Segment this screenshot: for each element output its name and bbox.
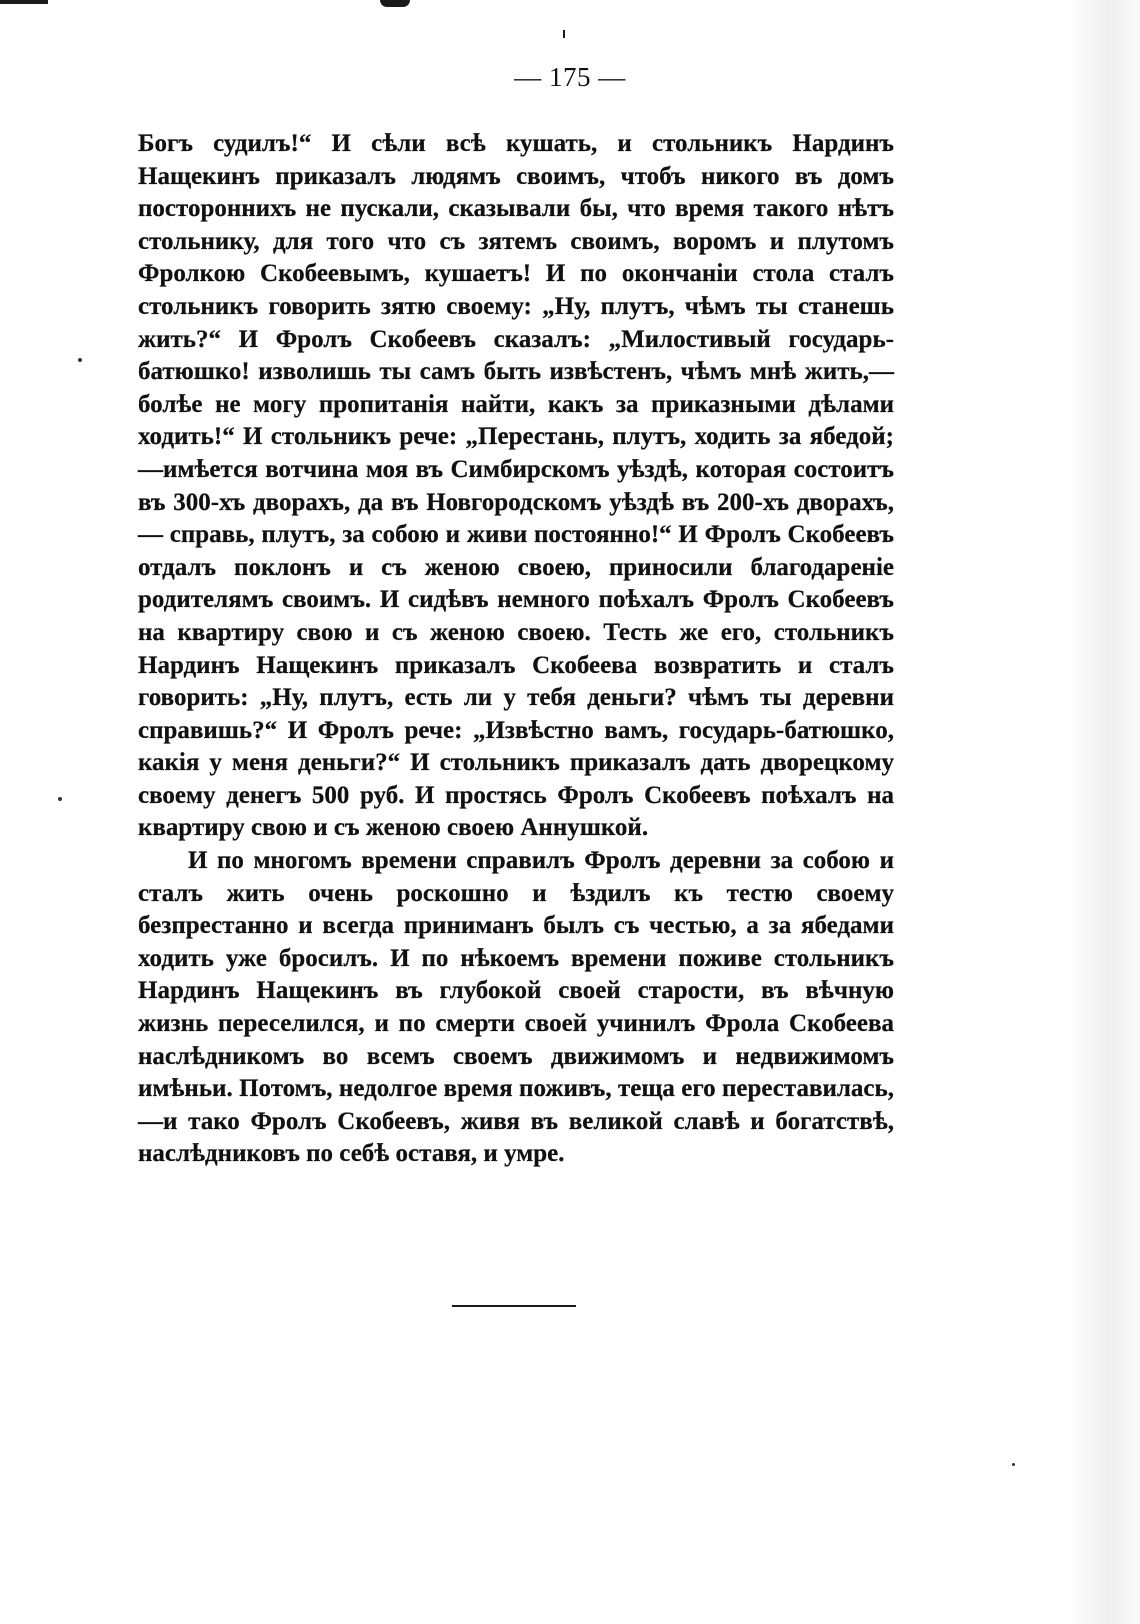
text-body [138,128,894,1171]
scan-mark-right [563,30,565,38]
margin-dot-upper [78,358,82,362]
end-divider [452,1305,576,1307]
scan-mark-left [0,0,48,4]
page-edge-shadow [1070,0,1140,1624]
page-number: — 175 — [514,62,626,92]
margin-dot-lower [58,797,62,801]
paragraph-1: Богъ судилъ!“ И сѣли всѣ кушать, и стольникъ Нардинъ Нащекинъ приказалъ людямъ своимъ, чтобъ никого въ домъ постороннихъ не пускали, сказывали бы, что время такого нѣтъ стольнику, для того что съ зятемъ своимъ, воромъ и плутомъ Фролкою Скобеевымъ, кушаетъ! И по окончаніи стола сталъ стольникъ говорить зятю своему: „Ну, плутъ, чѣмъ ты станешь жить?“ И Фролъ Скобеевъ сказалъ: „Милостивый государь-батюшко! изволишь ты самъ быть извѣстенъ, чѣмъ мнѣ жить,—болѣе не могу пропитанія найти, какъ за приказными дѣлами ходить!“ И стольникъ рече: „Перестань, плутъ, ходить за ябедой;—имѣется вотчина моя въ Симбирскомъ уѣздѣ, которая состоитъ въ 300-хъ дворахъ, да въ Новгородскомъ уѣздѣ въ 200-хъ дворахъ, — справь, плутъ, за собою и живи постоянно!“ И Фролъ Скобеевъ отдалъ поклонъ и съ женою своею, приносили благодареніе родителямъ своимъ. И сидѣвъ немного поѣхалъ Фролъ Скобеевъ на квартиру свою и съ женою своею. Тесть же его, стольникъ Нардинъ Нащекинъ приказалъ Скобеева возвратить и сталъ говорить: „Ну, плутъ, есть ли у тебя деньги? чѣмъ ты деревни справишь?“ И Фролъ рече: „Извѣстно вамъ, государь-батюшко, какія у меня деньги?“ И стольникъ приказалъ дать дворецкому своему денегъ 500 руб. И простясь Фролъ Скобеевъ поѣхалъ на квартиру свою и съ женою своею Аннушкой. [138,130,894,842]
margin-dot-right [1012,1463,1015,1466]
scan-mark-center [380,0,410,7]
paragraph-2: И по многомъ времени справилъ Фролъ деревни за собою и сталъ жить очень роскошно и ѣздилъ къ тестю своему безпрестанно и всегда приниманъ былъ съ честью, а за ябедами ходить уже бросилъ. И по нѣкоемъ времени поживе стольникъ Нардинъ Нащекинъ въ глубокой своей старости, въ вѣчную жизнь переселился, и по смерти своей учинилъ Фрола Скобеева наслѣдникомъ во всемъ своемъ движимомъ и недвижимомъ имѣньи. Потомъ, недолгое время поживъ, теща его переставилась,—и тако Фролъ Скобеевъ, живя въ великой славѣ и богатствѣ, наслѣдниковъ по себѣ оставя, и умре. [138,847,894,1168]
